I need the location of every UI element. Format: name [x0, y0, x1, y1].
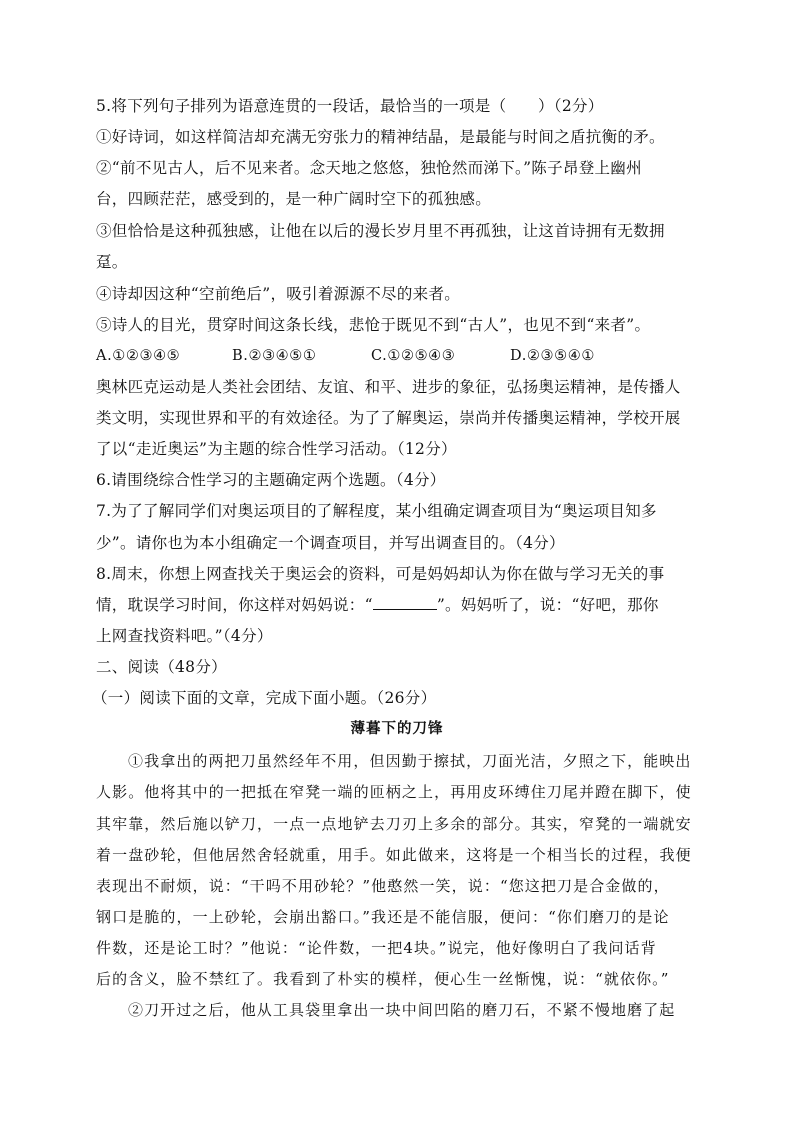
q7-line-1: 7.为了了解同学们对奥运项目的了解程度，某小组确定调查项目为“奥运项目知多: [96, 502, 657, 520]
option-c: C.①②⑤④③: [371, 348, 456, 364]
q5-sentence-1: ①好诗词，如这样简洁却充满无穷张力的精神结晶，是最能与时间之盾抗衡的矛。: [96, 128, 665, 146]
q5-sentence-3-line-2: 趸。: [96, 253, 128, 271]
intro-line-1: 奥林匹克运动是人类社会团结、友谊、和平、进步的象征，弘扬奥运精神，是传播人: [96, 378, 681, 396]
q5-sentence-2-line-1: ②“前不见古人，后不见来者。念天地之悠悠，独怆然而涕下。”陈子昂登上幽州: [96, 159, 642, 177]
option-b: B.②③④⑤①: [232, 348, 317, 364]
intro-line-2: 类文明，实现世界和平的有效途径。为了了解奥运，崇尚并传播奥运精神，学校开展: [96, 409, 681, 427]
q5-stem: 5.将下列句子排列为语意连贯的一段话，最恰当的一项是（ ）（2分）: [96, 97, 604, 115]
q8-line-1: 8.周末，你想上网查找关于奥运会的资料，可是妈妈却认为你在做与学习无关的事: [96, 565, 665, 583]
intro-line-3: 了以“走近奥运”为主题的综合性学习活动。（12分）: [96, 440, 457, 458]
article-title: 薄暮下的刀锋: [350, 720, 444, 737]
article-p1-line: 人影。他将其中的一把抵在窄凳一端的匝柄之上，再用皮环缚住刀尾并蹬在脚下，使: [96, 783, 692, 801]
q7-line-2: 少”。请你也为本小组确定一个调查项目，并写出调查目的。（4分）: [96, 534, 565, 552]
answer-blank[interactable]: [373, 595, 437, 610]
q8-line-2-after: ”。妈妈听了，说：“好吧，那你: [436, 596, 659, 614]
option-d: D.②③⑤④①: [510, 348, 595, 364]
q5-sentence-3-line-1: ③但恰恰是这种孤独感，让他在以后的漫长岁月里不再孤独，让这首诗拥有无数拥: [96, 222, 665, 240]
subsection-1-heading: （一）阅读下面的文章，完成下面小题。（26分）: [92, 689, 437, 707]
q6-text: 6.请围绕综合性学习的主题确定两个选题。（4分）: [96, 471, 446, 489]
q8-line-2: [96, 595, 659, 615]
q8-line-3: 上网查找资料吧。”（4分）: [96, 627, 273, 645]
q5-sentence-2-line-2: 台，四顾茫茫，感受到的，是一种广阔时空下的孤独感。: [96, 190, 492, 208]
q8-line-2-before: 情，耽误学习时间，你这样对妈妈说：“: [96, 596, 373, 614]
option-a: A.①②③④⑤: [96, 348, 181, 364]
section-2-heading: 二、阅读（48分）: [96, 658, 227, 676]
q5-sentence-5: ⑤诗人的目光，贯穿时间这条长线，悲怆于既见不到“古人”，也见不到“来者”。: [96, 316, 651, 334]
article-p1-line: 表现出不耐烦，说：“干吗不用砂轮？”他憨然一笑，说：“您这把刀是合金做的，: [96, 877, 670, 895]
article-p1-line: 件数，还是论工时？”他说：“论件数，一把4块。”说完，他好像明白了我问话背: [96, 939, 657, 957]
article-p1-line: 着一盘砂轮，但他居然舍轻就重，用手。如此做来，这将是一个相当长的过程，我便: [96, 846, 692, 864]
article-p1-line: 后的含义，脸不禁红了。我看到了朴实的模样，便心生一丝惭愧，说：“就依你。”: [96, 970, 670, 988]
article-p1-line: 钢口是脆的，一上砂轮，会崩出豁口。”我还是不能信服，便问：“你们磨刀的是论: [96, 908, 670, 926]
article-p1-line: ①我拿出的两把刀虽然经年不用，但因勤于擦拭，刀面光洁，夕照之下，能映出: [128, 752, 692, 770]
article-p2-line-1: ②刀开过之后，他从工具袋里拿出一块中间凹陷的磨刀石，不紧不慢地磨了起: [128, 1001, 676, 1019]
q5-sentence-4: ④诗却因这种“空前绝后”，吸引着源源不尽的来者。: [96, 285, 461, 303]
article-p1-line: 其牢靠，然后施以铲刀，一点一点地铲去刀刃上多余的部分。其实，窄凳的一端就安: [96, 815, 692, 833]
